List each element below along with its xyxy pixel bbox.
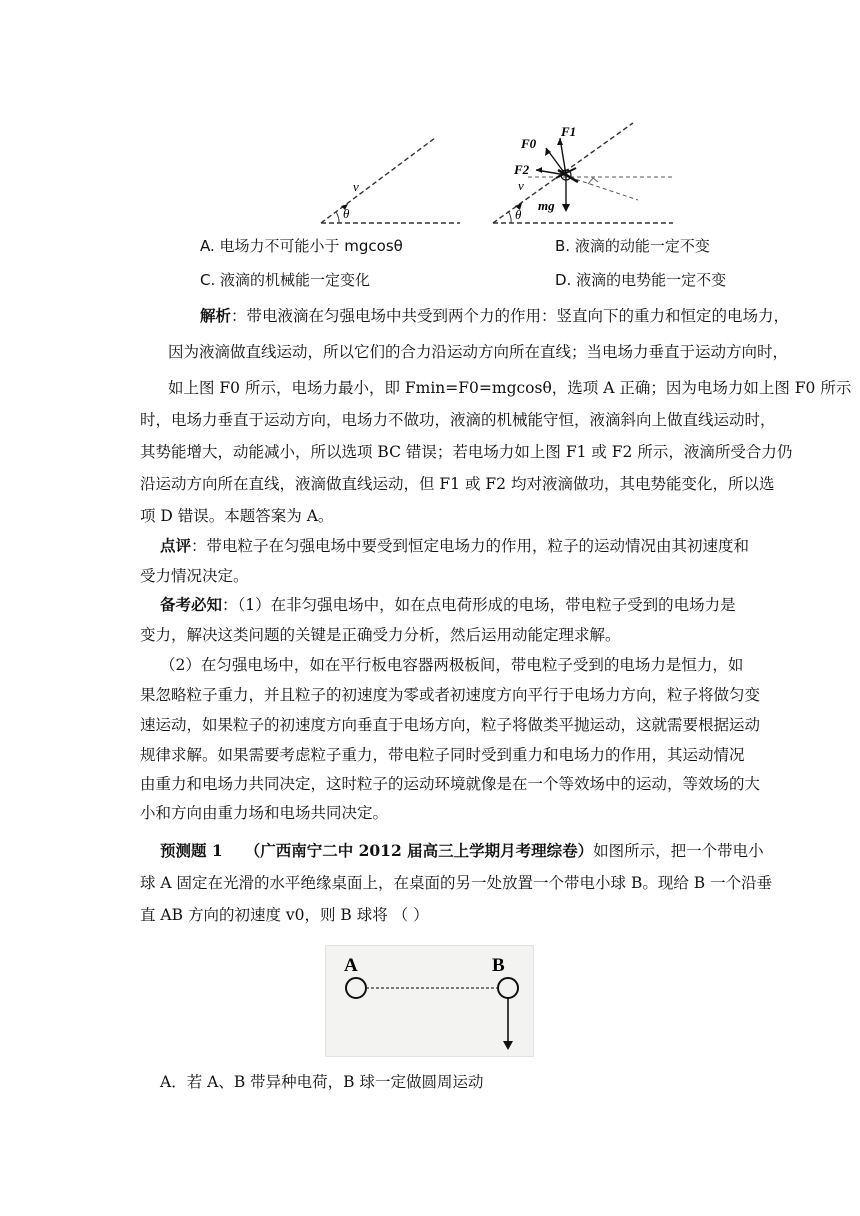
f2-label: F2: [514, 162, 530, 177]
analysis-line-2: 因为液滴做直线运动，所以它们的合力沿运动方向所在直线；当电场力垂直于运动方向时，: [168, 343, 789, 361]
option-a: A. 电场力不可能小于 mgcosθ: [200, 237, 403, 255]
problem-source: （广西南宁二中 2012 届高三上学期月考理综卷）: [244, 841, 594, 860]
analysis-label: 解析: [200, 306, 232, 325]
analysis-line-7: 项 D 错误。本题答案为 A。: [140, 507, 334, 525]
ab-diagram: [326, 946, 533, 1056]
ball-a-label: A: [344, 955, 358, 976]
notes-line-5: 速运动，如果粒子的初速度方向垂直于电场方向，粒子将做类平抛运动，这就需要根据运动: [140, 716, 761, 734]
comment-line-1: 点评：带电粒子在匀强电场中要受到恒定电场力的作用，粒子的运动情况由其初速度和: [160, 536, 750, 555]
mg-label: mg: [538, 198, 555, 213]
force-figure-right: [488, 120, 678, 230]
problem-label: 预测题 1: [160, 841, 223, 860]
notes-line-7: 由重力和电场力共同决定，这时粒子的运动环境就像是在一个等效场中的运动，等效场的大: [140, 775, 761, 793]
theta-label: θ: [515, 207, 522, 222]
notes-line-8: 小和方向由重力场和电场共同决定。: [140, 804, 389, 822]
option-d: D. 液滴的电势能一定不变: [555, 271, 727, 289]
notes-label: 备考必知: [160, 595, 223, 614]
notes-line-3: （2）在匀强电场中，如在平行板电容器两极板间，带电粒子受到的电场力是恒力，如: [160, 656, 744, 674]
analysis-line-1: 解析：带电液滴在匀强电场中共受到两个力的作用：竖直向下的重力和恒定的电场力，: [200, 306, 790, 325]
problem-line-2: 球 A 固定在光滑的水平绝缘桌面上，在桌面的另一处放置一个带电小球 B。现给 B 一个沿垂: [140, 874, 773, 892]
analysis-line-6: 沿运动方向所在直线，液滴做直线运动，但 F1 或 F2 均对液滴做功，其电势能变化，所以选: [140, 475, 775, 493]
problem-line-1: 预测题 1 （广西南宁二中 2012 届高三上学期月考理综卷）如图所示，把一个带电小: [160, 841, 764, 860]
theta-label: θ: [343, 206, 350, 221]
notes-line-2: 变力，解决这类问题的关键是正确受力分析，然后运用动能定理求解。: [140, 626, 621, 644]
ball-b-label: B: [492, 955, 505, 976]
velocity-label: v: [518, 178, 524, 193]
problem-line-3: 直 AB 方向的初速度 v0，则 B 球将 （ ）: [140, 906, 429, 924]
notes-line-1: 备考必知：（1）在非匀强电场中，如在点电荷形成的电场，带电粒子受到的电场力是: [160, 595, 736, 614]
incline-figure-left: [315, 135, 465, 230]
analysis-line-3: 如上图 F0 所示，电场力最小，即 Fmin=F0=mgcosθ，选项 A 正确；因为电场力如上图 F0 所示: [168, 379, 852, 397]
notes-line-6: 规律求解。如果需要考虑粒子重力，带电粒子同时受到重力和电场力的作用，其运动情况: [140, 746, 745, 764]
f1-label: F1: [561, 124, 577, 139]
analysis-line-4: 时，电场力垂直于运动方向，电场力不做功，液滴的机械能守恒，液滴斜向上做直线运动时，: [140, 411, 776, 429]
option-c: C. 液滴的机械能一定变化: [200, 271, 371, 289]
answer-option-a: A．若 A、B 带异种电荷，B 球一定做圆周运动: [160, 1073, 484, 1091]
analysis-line-5: 其势能增大，动能减小，所以选项 BC 错误；若电场力如上图 F1 或 F2 所示，液滴所受合力仍: [140, 443, 793, 461]
notes-line-4: 果忽略粒子重力，并且粒子的初速度为零或者初速度方向平行于电场力方向，粒子将做匀变: [140, 686, 761, 704]
comment-label: 点评: [160, 536, 192, 555]
ab-figure: [325, 945, 534, 1057]
option-b: B. 液滴的动能一定不变: [555, 237, 710, 255]
f0-label: F0: [521, 136, 537, 151]
velocity-label: v: [353, 179, 359, 194]
comment-line-2: 受力情况决定。: [140, 567, 249, 585]
